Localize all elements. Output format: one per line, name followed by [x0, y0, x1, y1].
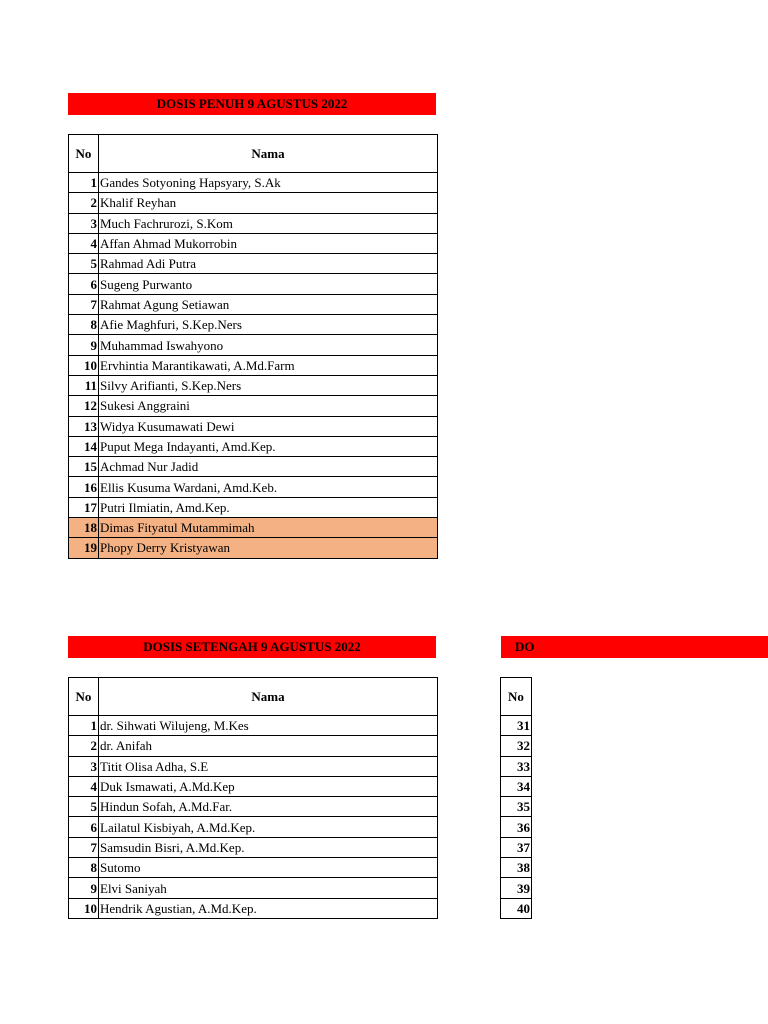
row-number: 2 — [69, 193, 99, 213]
row-name: dr. Anifah — [99, 736, 438, 756]
row-name: Much Fachrurozi, S.Kom — [99, 213, 438, 233]
row-number: 34 — [501, 776, 532, 796]
table-row — [69, 375, 438, 395]
table-row — [69, 858, 438, 878]
header-no: No — [69, 135, 99, 173]
row-number: 7 — [69, 837, 99, 857]
table-row — [501, 756, 532, 776]
table-row — [501, 858, 532, 878]
row-name: Widya Kusumawati Dewi — [99, 416, 438, 436]
table-row — [69, 213, 438, 233]
row-number: 11 — [69, 375, 99, 395]
row-name: Affan Ahmad Mukorrobin — [99, 233, 438, 253]
row-number: 10 — [69, 898, 99, 918]
row-number: 3 — [69, 756, 99, 776]
section2-table — [68, 677, 438, 919]
row-number: 2 — [69, 736, 99, 756]
row-number: 33 — [501, 756, 532, 776]
row-name: Sutomo — [99, 858, 438, 878]
table-row — [69, 457, 438, 477]
row-number: 13 — [69, 416, 99, 436]
row-number: 15 — [69, 457, 99, 477]
section2-header-row — [69, 678, 438, 716]
section3-header-row — [501, 678, 532, 716]
row-name: Puput Mega Indayanti, Amd.Kep. — [99, 436, 438, 456]
row-number: 10 — [69, 355, 99, 375]
row-number: 5 — [69, 254, 99, 274]
row-number: 5 — [69, 797, 99, 817]
table-row — [69, 274, 438, 294]
row-name: Silvy Arifianti, S.Kep.Ners — [99, 375, 438, 395]
header-nama: Nama — [99, 678, 438, 716]
row-number: 36 — [501, 817, 532, 837]
row-number: 18 — [69, 518, 99, 538]
row-name: Putri Ilmiatin, Amd.Kep. — [99, 497, 438, 517]
header-no: No — [69, 678, 99, 716]
row-name: Dimas Fityatul Mutammimah — [99, 518, 438, 538]
table-row — [501, 797, 532, 817]
row-number: 7 — [69, 294, 99, 314]
section3-table — [500, 677, 532, 919]
row-number: 31 — [501, 716, 532, 736]
row-number: 4 — [69, 233, 99, 253]
row-number: 32 — [501, 736, 532, 756]
table-row — [501, 716, 532, 736]
row-name: Afie Maghfuri, S.Kep.Ners — [99, 315, 438, 335]
row-name: Samsudin Bisri, A.Md.Kep. — [99, 837, 438, 857]
row-number: 38 — [501, 858, 532, 878]
row-name: Ellis Kusuma Wardani, Amd.Keb. — [99, 477, 438, 497]
row-name: Titit Olisa Adha, S.E — [99, 756, 438, 776]
row-number: 3 — [69, 213, 99, 233]
row-name: Hindun Sofah, A.Md.Far. — [99, 797, 438, 817]
section1-header-row — [69, 135, 438, 173]
table-row — [69, 294, 438, 314]
table-row — [69, 477, 438, 497]
row-name: Ervhintia Marantikawati, A.Md.Farm — [99, 355, 438, 375]
table-row — [501, 736, 532, 756]
row-name: Rahmad Adi Putra — [99, 254, 438, 274]
row-number: 8 — [69, 858, 99, 878]
row-name: Sugeng Purwanto — [99, 274, 438, 294]
row-number: 16 — [69, 477, 99, 497]
table-row — [69, 797, 438, 817]
table-row — [69, 817, 438, 837]
table-row — [69, 355, 438, 375]
row-number: 17 — [69, 497, 99, 517]
row-number: 8 — [69, 315, 99, 335]
row-name: Rahmat Agung Setiawan — [99, 294, 438, 314]
table-row — [501, 898, 532, 918]
row-number: 6 — [69, 274, 99, 294]
table-row — [69, 497, 438, 517]
table-row — [69, 233, 438, 253]
table-row — [501, 837, 532, 857]
table-row — [69, 898, 438, 918]
table-row — [69, 254, 438, 274]
table-row — [69, 837, 438, 857]
table-row — [69, 173, 438, 193]
table-row — [69, 315, 438, 335]
section1-title: DOSIS PENUH 9 AGUSTUS 2022 — [68, 93, 436, 115]
table-row — [69, 736, 438, 756]
table-row — [69, 436, 438, 456]
row-number: 39 — [501, 878, 532, 898]
table-row — [501, 817, 532, 837]
row-name: Lailatul Kisbiyah, A.Md.Kep. — [99, 817, 438, 837]
row-name: Muhammad Iswahyono — [99, 335, 438, 355]
row-number: 40 — [501, 898, 532, 918]
row-name: Achmad Nur Jadid — [99, 457, 438, 477]
row-number: 14 — [69, 436, 99, 456]
row-name: Gandes Sotyoning Hapsyary, S.Ak — [99, 173, 438, 193]
table-row — [69, 416, 438, 436]
row-name: dr. Sihwati Wilujeng, M.Kes — [99, 716, 438, 736]
row-name: Duk Ismawati, A.Md.Kep — [99, 776, 438, 796]
row-number: 9 — [69, 878, 99, 898]
table-row — [69, 538, 438, 558]
row-name: Phopy Derry Kristyawan — [99, 538, 438, 558]
section1-table — [68, 134, 438, 559]
section3-title: DO — [501, 636, 768, 658]
table-row — [501, 878, 532, 898]
row-number: 9 — [69, 335, 99, 355]
table-row — [69, 193, 438, 213]
table-row — [69, 878, 438, 898]
row-number: 37 — [501, 837, 532, 857]
row-number: 35 — [501, 797, 532, 817]
table-row — [69, 756, 438, 776]
header-nama: Nama — [99, 135, 438, 173]
header-no: No — [501, 678, 532, 716]
table-row — [501, 776, 532, 796]
table-row — [69, 396, 438, 416]
row-name: Sukesi Anggraini — [99, 396, 438, 416]
table-row — [69, 716, 438, 736]
row-number: 12 — [69, 396, 99, 416]
table-row — [69, 776, 438, 796]
row-number: 1 — [69, 173, 99, 193]
table-row — [69, 335, 438, 355]
row-name: Hendrik Agustian, A.Md.Kep. — [99, 898, 438, 918]
row-number: 19 — [69, 538, 99, 558]
row-name: Elvi Saniyah — [99, 878, 438, 898]
row-name: Khalif Reyhan — [99, 193, 438, 213]
row-number: 6 — [69, 817, 99, 837]
table-row — [69, 518, 438, 538]
row-number: 1 — [69, 716, 99, 736]
section2-title: DOSIS SETENGAH 9 AGUSTUS 2022 — [68, 636, 436, 658]
row-number: 4 — [69, 776, 99, 796]
